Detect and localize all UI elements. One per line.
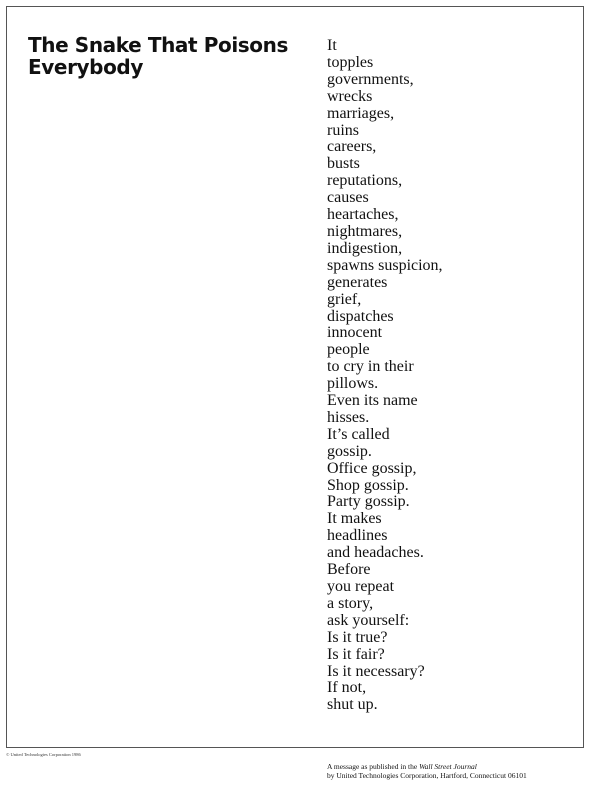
poem-line: governments, — [327, 70, 414, 88]
poem-line: Is it fair? — [327, 645, 385, 663]
headline-line-1: The Snake That Poisons — [28, 33, 288, 57]
poem-line: reputations, — [327, 172, 403, 190]
poem-line: shut up. — [327, 696, 378, 714]
poem-line: topples — [327, 53, 374, 71]
poem-line: It — [327, 37, 337, 54]
headline-line-2: Everybody — [28, 55, 143, 79]
poem-line: to cry in their — [327, 358, 414, 376]
poem-line: It makes — [327, 510, 382, 528]
poem-line: a story, — [327, 594, 374, 612]
poem-line: Even its name — [327, 392, 418, 410]
poem-line: If not, — [327, 679, 367, 697]
poem-line: wrecks — [327, 87, 373, 105]
attribution-line-2: by United Technologies Corporation, Hartford, Connecticut 06101 — [327, 771, 527, 780]
poem-line: causes — [327, 189, 369, 207]
poem-line: dispatches — [327, 307, 394, 325]
journal-name: Wall Street Journal — [419, 762, 477, 771]
poem-line: ask yourself: — [327, 611, 410, 629]
poem-line: grief, — [327, 290, 362, 308]
poem-line: busts — [327, 155, 360, 173]
poem-line: Shop gossip. — [327, 476, 409, 494]
poem-body — [327, 38, 557, 714]
poem-line: Office gossip, — [327, 459, 417, 477]
poem-line: generates — [327, 273, 388, 291]
poem-line: indigestion, — [327, 239, 403, 257]
poem-line: hisses. — [327, 408, 370, 426]
attribution-line-1 — [327, 762, 527, 771]
poem-line: spawns suspicion, — [327, 256, 443, 274]
poem-line: Is it true? — [327, 628, 388, 646]
poem-line: you repeat — [327, 578, 395, 595]
poem-line: Before — [327, 561, 371, 579]
poem-line: Is it necessary? — [327, 662, 425, 680]
poem-line: heartaches, — [327, 206, 399, 224]
poem-line: people — [327, 341, 370, 359]
publication-attribution — [327, 762, 527, 780]
poem-line: gossip. — [327, 442, 372, 460]
poem-line: careers, — [327, 138, 377, 156]
poem-line: nightmares, — [327, 222, 403, 240]
copyright-notice: © United Technologies Corporation 1986 — [6, 752, 81, 757]
poem-line: and headaches. — [327, 544, 424, 562]
poem-line: ruins — [327, 121, 359, 139]
attribution-prefix: A message as published in the — [327, 762, 420, 771]
poem-line: pillows. — [327, 375, 379, 393]
poem-line: It’s called — [327, 425, 390, 443]
poem-line: innocent — [327, 324, 383, 342]
poem-line: headlines — [327, 527, 388, 545]
poem-line: marriages, — [327, 104, 395, 122]
poem-line: Party gossip. — [327, 493, 410, 511]
headline — [28, 34, 308, 78]
